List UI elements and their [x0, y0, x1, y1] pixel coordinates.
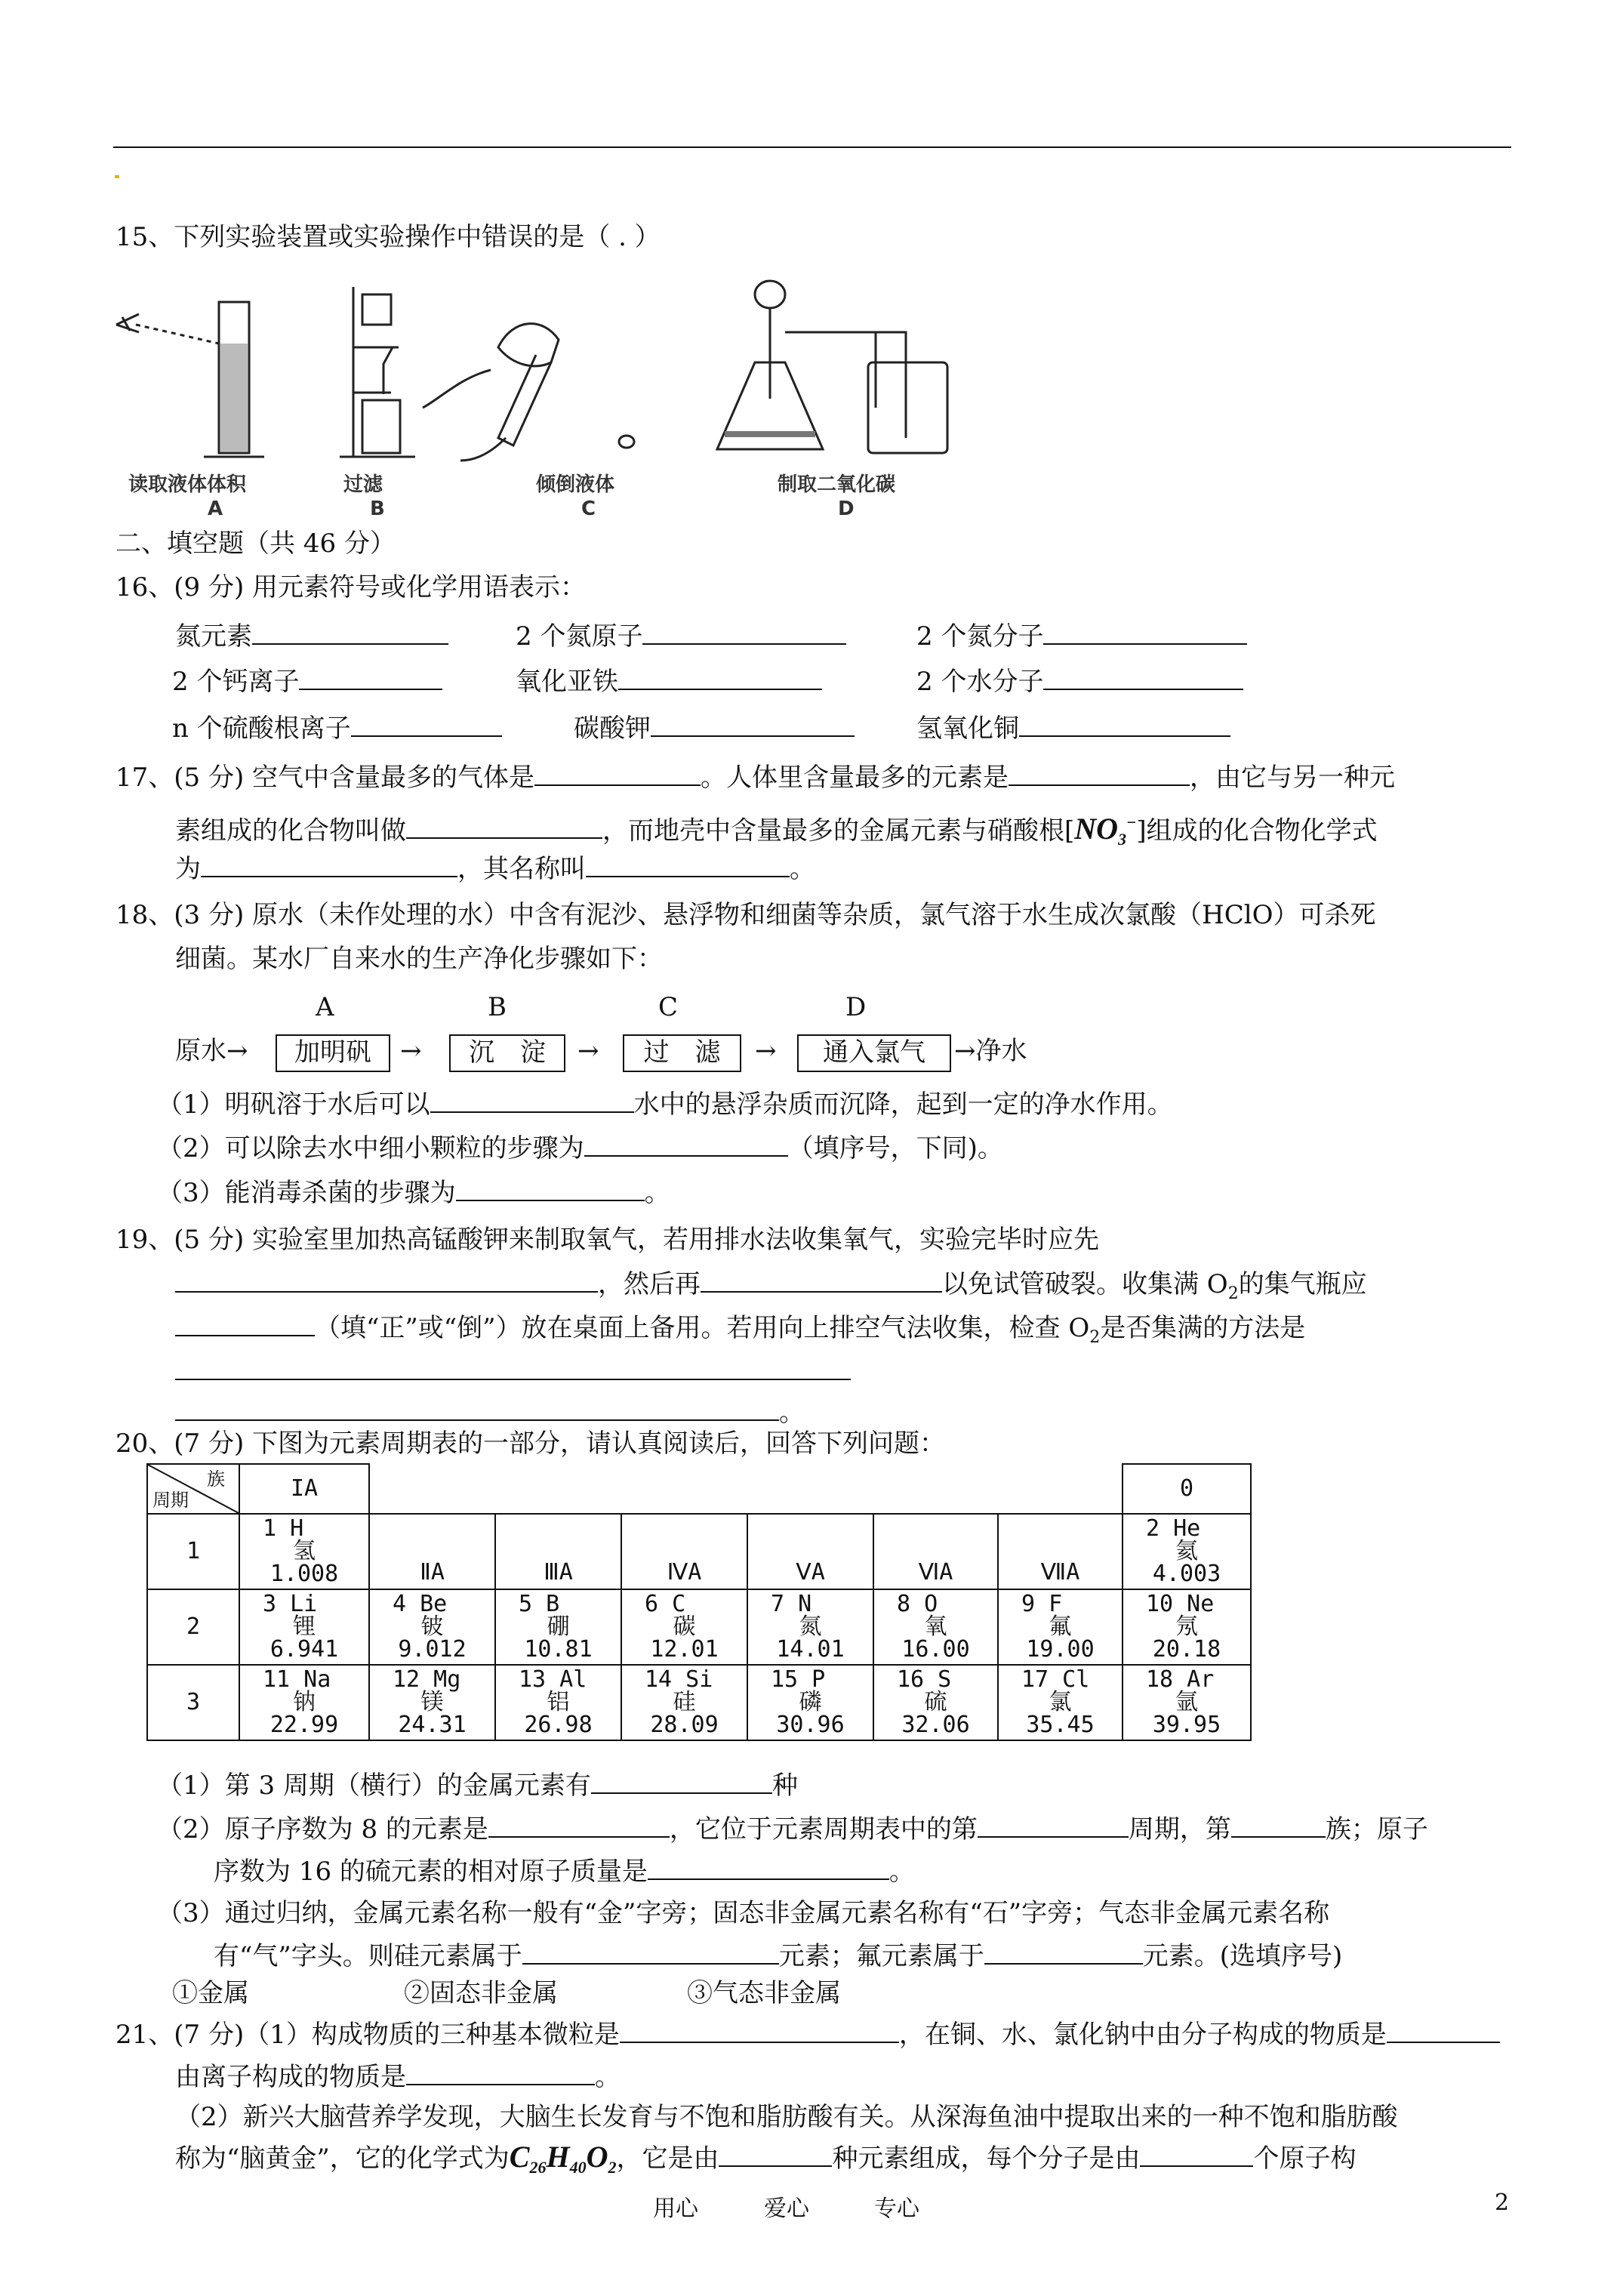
dha-formula: $C_{26}H_{40}O_2$	[509, 2140, 617, 2177]
answer-blank[interactable]	[1019, 710, 1230, 737]
q16-row3b	[574, 710, 855, 745]
q19-line2: ，然后再 以免试管破裂。收集满 $O_2$的集气瓶应	[175, 1265, 1367, 1311]
answer-blank[interactable]	[175, 1309, 315, 1336]
flow-step-b: 沉 淀	[449, 1034, 565, 1072]
answer-blank[interactable]	[175, 1353, 851, 1380]
group-0: 0	[1123, 1464, 1251, 1514]
answer-blank[interactable]	[430, 1086, 634, 1113]
q20-option-2: ②固态非金属	[404, 1978, 558, 2008]
q16-row1b	[516, 618, 846, 653]
answer-blank[interactable]	[642, 618, 846, 645]
group-iiia: ⅢA	[495, 1514, 621, 1589]
element-ne: 10 Ne 氖 20.18	[1123, 1589, 1251, 1665]
q21-line2: 由离子构成的物质是 。	[175, 2058, 621, 2094]
element-o: 8 O 氧 16.00	[873, 1589, 998, 1665]
q16-item-1: 氮元素	[175, 621, 252, 652]
answer-blank[interactable]	[651, 710, 855, 737]
answer-blank[interactable]	[1009, 759, 1190, 786]
q16-item-5: 氧化亚铁	[516, 667, 618, 697]
letter-a: A	[208, 498, 223, 520]
q16-item-3: 2 个氮分子	[916, 621, 1044, 652]
answer-blank[interactable]	[586, 850, 790, 877]
letter-d: D	[838, 498, 855, 520]
nitrate-formula: $NO_3^-$	[1074, 812, 1137, 849]
group-via: ⅥA	[873, 1514, 998, 1589]
flow-arrow: →	[755, 1036, 777, 1066]
header-rule	[113, 146, 1511, 148]
q16-item-6: 2 个水分子	[916, 667, 1044, 697]
flow-letter-c: C	[658, 992, 679, 1022]
answer-blank[interactable]	[534, 759, 701, 786]
q20-sub1: （1）第 3 周期（横行）的金属元素有 种	[157, 1767, 798, 1802]
pouring-liquid-drawing	[423, 324, 634, 461]
q15-figure	[113, 272, 974, 520]
answer-blank[interactable]	[984, 1937, 1143, 1965]
letter-b: B	[370, 498, 385, 520]
stray-mark	[115, 175, 119, 178]
group-iva: ⅣA	[621, 1514, 747, 1589]
element-li: 3 Li 锂 6.941	[239, 1589, 369, 1665]
figure-captions	[128, 473, 895, 520]
answer-blank[interactable]	[175, 1265, 598, 1293]
q20-sub3: （3）通过归纳，金属元素名称一般有“金”字旁；固态非金属元素名称有“石”字旁；气态非金属元素名称	[157, 1898, 1330, 1928]
element-s: 16 S 硫 32.06	[873, 1665, 998, 1740]
answer-blank[interactable]	[719, 2140, 832, 2167]
answer-blank[interactable]	[299, 663, 442, 690]
q16-row2	[172, 663, 442, 698]
q20-option-3: ③气态非金属	[687, 1978, 841, 2008]
element-ar: 18 Ar 氩 39.95	[1123, 1665, 1251, 1740]
element-mg: 12 Mg 镁 24.31	[369, 1665, 495, 1740]
q16-row3	[172, 710, 502, 745]
element-si: 14 Si 硅 28.09	[621, 1665, 747, 1740]
caption-b: 过滤	[343, 473, 383, 496]
answer-blank[interactable]	[978, 1811, 1129, 1838]
answer-blank[interactable]	[584, 1130, 788, 1157]
q16-row1	[175, 618, 448, 653]
answer-blank[interactable]	[620, 2016, 899, 2043]
q16-item-8: 碳酸钾	[574, 713, 651, 744]
element-c: 6 C 碳 12.01	[621, 1589, 747, 1665]
footer-left: 用心	[653, 2196, 698, 2222]
answer-blank[interactable]	[406, 812, 602, 839]
caption-a: 读取液体体积	[128, 473, 247, 496]
group-ia: IA	[239, 1464, 369, 1514]
periodic-table	[146, 1463, 1252, 1741]
period-1: 1	[147, 1514, 239, 1589]
flow-step-a: 加明矾	[276, 1034, 390, 1072]
footer-mid: 爱心	[764, 2196, 809, 2222]
period-3: 3	[147, 1665, 239, 1740]
q19-line4	[175, 1353, 851, 1388]
q16-intro: 16、(9 分) 用元素符号或化学用语表示：	[115, 572, 587, 603]
answer-blank[interactable]	[522, 1937, 779, 1965]
caption-d: 制取二氧化碳	[778, 473, 896, 496]
q20-intro: 20、(7 分) 下图为元素周期表的一部分，请认真阅读后，回答下列问题：	[115, 1428, 946, 1459]
element-n: 7 N 氮 14.01	[747, 1589, 873, 1665]
answer-blank[interactable]	[618, 663, 822, 690]
answer-blank[interactable]	[456, 1174, 645, 1201]
letter-c: C	[581, 498, 596, 520]
q16-item-2: 2 个氮原子	[516, 621, 643, 652]
answer-blank[interactable]	[1140, 2140, 1253, 2167]
q16-row3c	[916, 710, 1230, 745]
graduated-cylinder-drawing	[116, 302, 264, 457]
footer-right: 专心	[874, 2196, 919, 2222]
answer-blank[interactable]	[701, 1265, 942, 1293]
caption-c: 倾倒液体	[536, 473, 615, 496]
flow-end: →净水	[954, 1036, 1027, 1066]
q16-row1c	[916, 618, 1247, 653]
group-va: ⅤA	[747, 1514, 873, 1589]
filtration-drawing	[340, 287, 415, 457]
element-cl: 17 Cl 氯 35.45	[998, 1665, 1123, 1740]
q19-line3: （填“正”或“倒”）放在桌面上备用。若用向上排空气法收集，检查 $O_2$是否集满的方法是	[175, 1309, 1305, 1354]
answer-blank[interactable]	[351, 710, 502, 737]
flow-start: 原水→	[175, 1036, 248, 1066]
q21-line3: （2）新兴大脑营养学发现，大脑生长发育与不饱和脂肪酸有关。从深海鱼油中提取出来的一种不饱和脂肪酸	[175, 2102, 1398, 2132]
q18-sub2: （2）可以除去水中细小颗粒的步骤为 （填序号，下同)。	[157, 1130, 1003, 1165]
q16-item-9: 氢氧化铜	[916, 713, 1019, 744]
group-iia: ⅡA	[369, 1514, 495, 1589]
answer-blank[interactable]	[201, 850, 457, 877]
answer-blank[interactable]	[591, 1767, 772, 1794]
answer-blank[interactable]	[175, 1394, 779, 1421]
q20-sub2: （2）原子序数为 8 的元素是 ，它位于元素周期表中的第 周期，第 族；原子	[157, 1811, 1428, 1846]
q16-row2b	[516, 663, 822, 698]
answer-blank[interactable]	[406, 2058, 595, 2085]
answer-blank[interactable]	[252, 618, 448, 645]
flow-letter-b: B	[488, 992, 507, 1022]
q17-line3: 为 ，其名称叫 。	[175, 850, 815, 886]
q15-text: 15、下列实验装置或实验操作中错误的是（ . ）	[115, 222, 661, 252]
answer-blank[interactable]	[488, 1811, 670, 1838]
q17-line1: 17、(5 分) 空气中含量最多的气体是 。人体里含量最多的元素是 ，由它与另一种元	[115, 759, 1395, 794]
flow-arrow: →	[577, 1036, 599, 1066]
q21-line1: 21、(7 分)（1）构成物质的三种基本微粒是 ，在铜、水、氯化钠中由分子构成的物质是	[115, 2016, 1500, 2051]
period-2: 2	[147, 1589, 239, 1665]
element-na: 11 Na 钠 22.99	[239, 1665, 369, 1740]
flow-step-c: 过 滤	[623, 1034, 741, 1072]
flow-letter-d: D	[845, 992, 867, 1022]
q18-line2: 细菌。某水厂自来水的生产净化步骤如下：	[175, 944, 663, 974]
table-corner: 族 周期	[147, 1464, 239, 1514]
element-he: 2 He 氦 4.003	[1123, 1514, 1251, 1589]
q17-line2: 素组成的化合物叫做 ，而地壳中含量最多的金属元素与硝酸根$[NO_3^-]$组成的化合物化学式	[175, 812, 1378, 849]
group-viia: ⅦA	[998, 1514, 1123, 1589]
q16-item-4: 2 个钙离子	[172, 667, 300, 697]
answer-blank[interactable]	[648, 1853, 889, 1880]
q19-line5: 。	[175, 1394, 805, 1429]
q20-sub2b: 序数为 16 的硫元素的相对原子质量是 。	[214, 1853, 915, 1888]
flow-step-d: 通入氯气	[797, 1034, 951, 1072]
element-h: 1 H 氢 1.008	[239, 1514, 369, 1589]
q16-item-7: n 个硫酸根离子	[172, 713, 351, 744]
co2-apparatus-drawing	[717, 281, 947, 453]
q20-sub3b: 有“气”字头。则硅元素属于 元素；氟元素属于 元素。(选填序号)	[214, 1937, 1342, 1973]
q18-sub3: （3）能消毒杀菌的步骤为 。	[157, 1174, 670, 1210]
q20-option-1: ①金属	[172, 1978, 249, 2008]
q16-row2c	[916, 663, 1243, 698]
q18-line1: 18、(3 分) 原水（未作处理的水）中含有泥沙、悬浮物和细菌等杂质，氯气溶于水生成次氯酸（HClO）可杀死	[115, 900, 1376, 930]
element-p: 15 P 磷 30.96	[747, 1665, 873, 1740]
element-b: 5 B 硼 10.81	[495, 1589, 621, 1665]
answer-blank[interactable]	[1387, 2016, 1500, 2043]
q18-sub1: （1）明矾溶于水后可以 水中的悬浮杂质而沉降，起到一定的净水作用。	[157, 1086, 1173, 1121]
flow-arrow: →	[400, 1036, 422, 1066]
flow-letter-a: A	[316, 992, 334, 1022]
element-al: 13 Al 铝 26.98	[495, 1665, 621, 1740]
page-number: 2	[1495, 2190, 1510, 2216]
answer-blank[interactable]	[1043, 663, 1243, 690]
answer-blank[interactable]	[1231, 1811, 1326, 1838]
q19-line1: 19、(5 分) 实验室里加热高锰酸钾来制取氧气，若用排水法收集氧气，实验完毕时应先	[115, 1225, 1100, 1255]
q21-line4: 称为“脑黄金”，它的化学式为$C_{26}H_{40}O_2$，它是由 种元素组成，每个分子是由 个原子构	[175, 2140, 1357, 2177]
element-be: 4 Be 铍 9.012	[369, 1589, 495, 1665]
answer-blank[interactable]	[1043, 618, 1247, 645]
section-title: 二、填空题（共 46 分）	[115, 529, 396, 559]
element-f: 9 F 氟 19.00	[998, 1589, 1123, 1665]
